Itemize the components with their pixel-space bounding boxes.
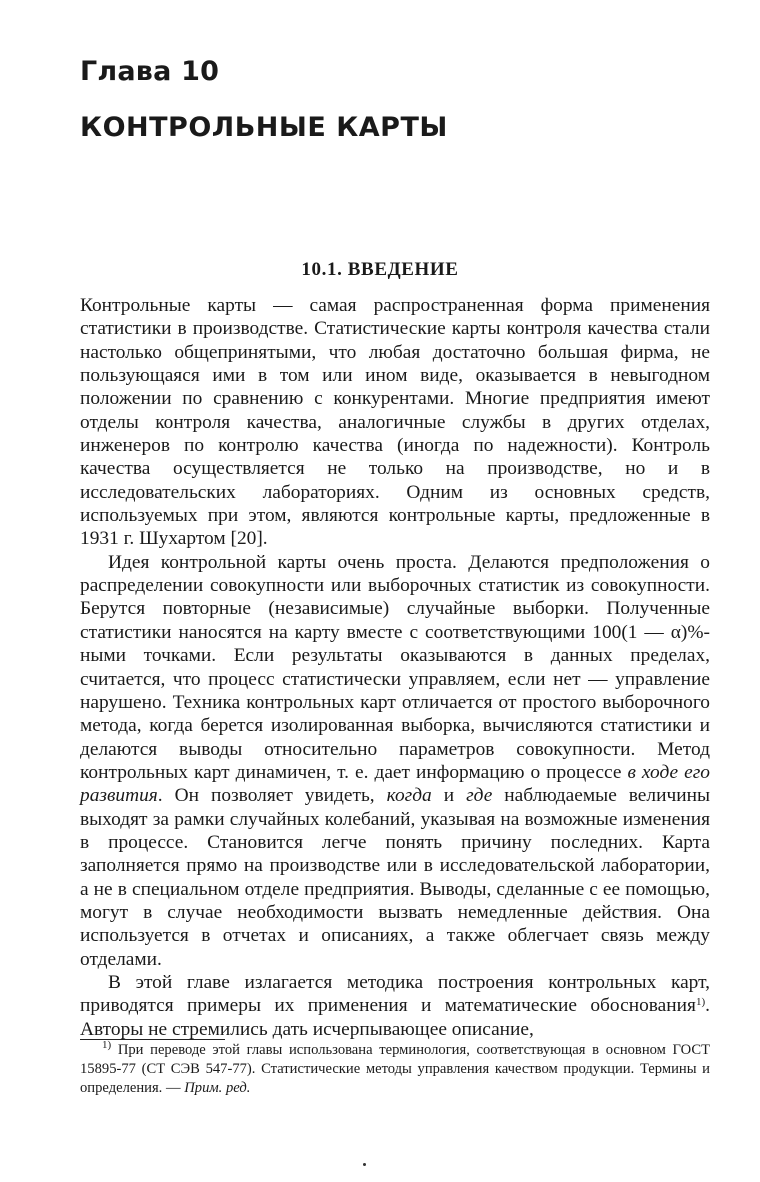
- footnote-ref: 1): [695, 996, 706, 1009]
- footnote-text: [80, 1041, 710, 1098]
- paragraph-2-text-1: Идея контрольной карты очень проста. Делаются предположения о распределении совокупности или выборочных статистик из совокупности. Берутся повторные (независимые) случайные выборки. Полученные статистики наносятся на карту вместе с соответствующими 100(1 — α)%-ными точками. Если результаты оказываются в данных пределах, считается, что процесс статистически управляем, если нет — управление нарушено. Техника контрольных карт отличается от простого выборочного метода, когда берется изолированная выборка, вычисляются статистики и делаются выводы относительно параметров совокупности. Метод контрольных карт динамичен, т. е. дает информацию о процессе: [80, 551, 710, 783]
- paragraph-2-italic-2: когда: [386, 785, 432, 807]
- footnote-editor-note: Прим. ред.: [184, 1080, 251, 1096]
- paragraph-2-italic-3: где: [466, 785, 493, 807]
- footnote-body: При переводе этой главы использована терминология, соответствующая в основном ГОСТ 15895-77 (СТ СЭВ 547-77). Статистические методы управления качеством продукции. Термины и определения. —: [80, 1042, 710, 1096]
- paragraph-2-text-3: и: [431, 785, 467, 807]
- page-speck: [363, 1163, 366, 1166]
- chapter-label: Глава 10: [80, 56, 220, 87]
- chapter-title: КОНТРОЛЬНЫЕ КАРТЫ: [80, 112, 448, 143]
- paragraph-2-text-2: . Он позволяет увидеть,: [157, 785, 387, 807]
- paragraph-1: Контрольные карты — самая распространенная форма применения статистики в производстве. Статистические карты контроля качества стали настолько общепринятыми, что любая достаточно большая фирма, не пользующаяся ими в том или ином виде, оказывается в невыгодном положении по сравнению с конкурентами. Многие предприятия имеют отделы контроля качества, аналогичные службы в других отделах, инженеров по контролю качества (иногда по надежности). Контроль качества осуществляется не только на производстве, но и в исследовательских лабораториях. Одним из основных средств, используемых при этом, являются контрольные карты, предложенные в 1931 г. Шухартом [20].: [80, 295, 710, 550]
- paragraph-3-text-1: В этой главе излагается методика построения контрольных карт, приводятся примеры их применения и математические обоснования: [80, 971, 710, 1017]
- paragraph-2-text-4: наблюдаемые величины выходят за рамки случайных колебаний, указывая на возможные изменения в процессе. Становится легче понять причину последних. Карта заполняется прямо на производстве или в исследовательской лаборатории, а не в специальном отделе предприятия. Выводы, сделанные с ее помощью, могут в случае необходимости вызвать немедленные действия. Она используется в отчетах и описаниях, а также облегчает связь между отделами.: [80, 785, 711, 970]
- section-heading: 10.1. ВВЕДЕНИЕ: [301, 259, 459, 280]
- paragraph-3-text-2: . Авторы не стремились дать исчерпывающее описание,: [80, 995, 710, 1040]
- paragraph-2-italic-1: в ходе его развития: [80, 761, 710, 807]
- paragraph-3: [80, 971, 710, 1041]
- footnote: [80, 1041, 710, 1098]
- footnote-marker: 1): [102, 1039, 112, 1051]
- body-text: [80, 294, 710, 1041]
- paragraph-2: [80, 551, 710, 971]
